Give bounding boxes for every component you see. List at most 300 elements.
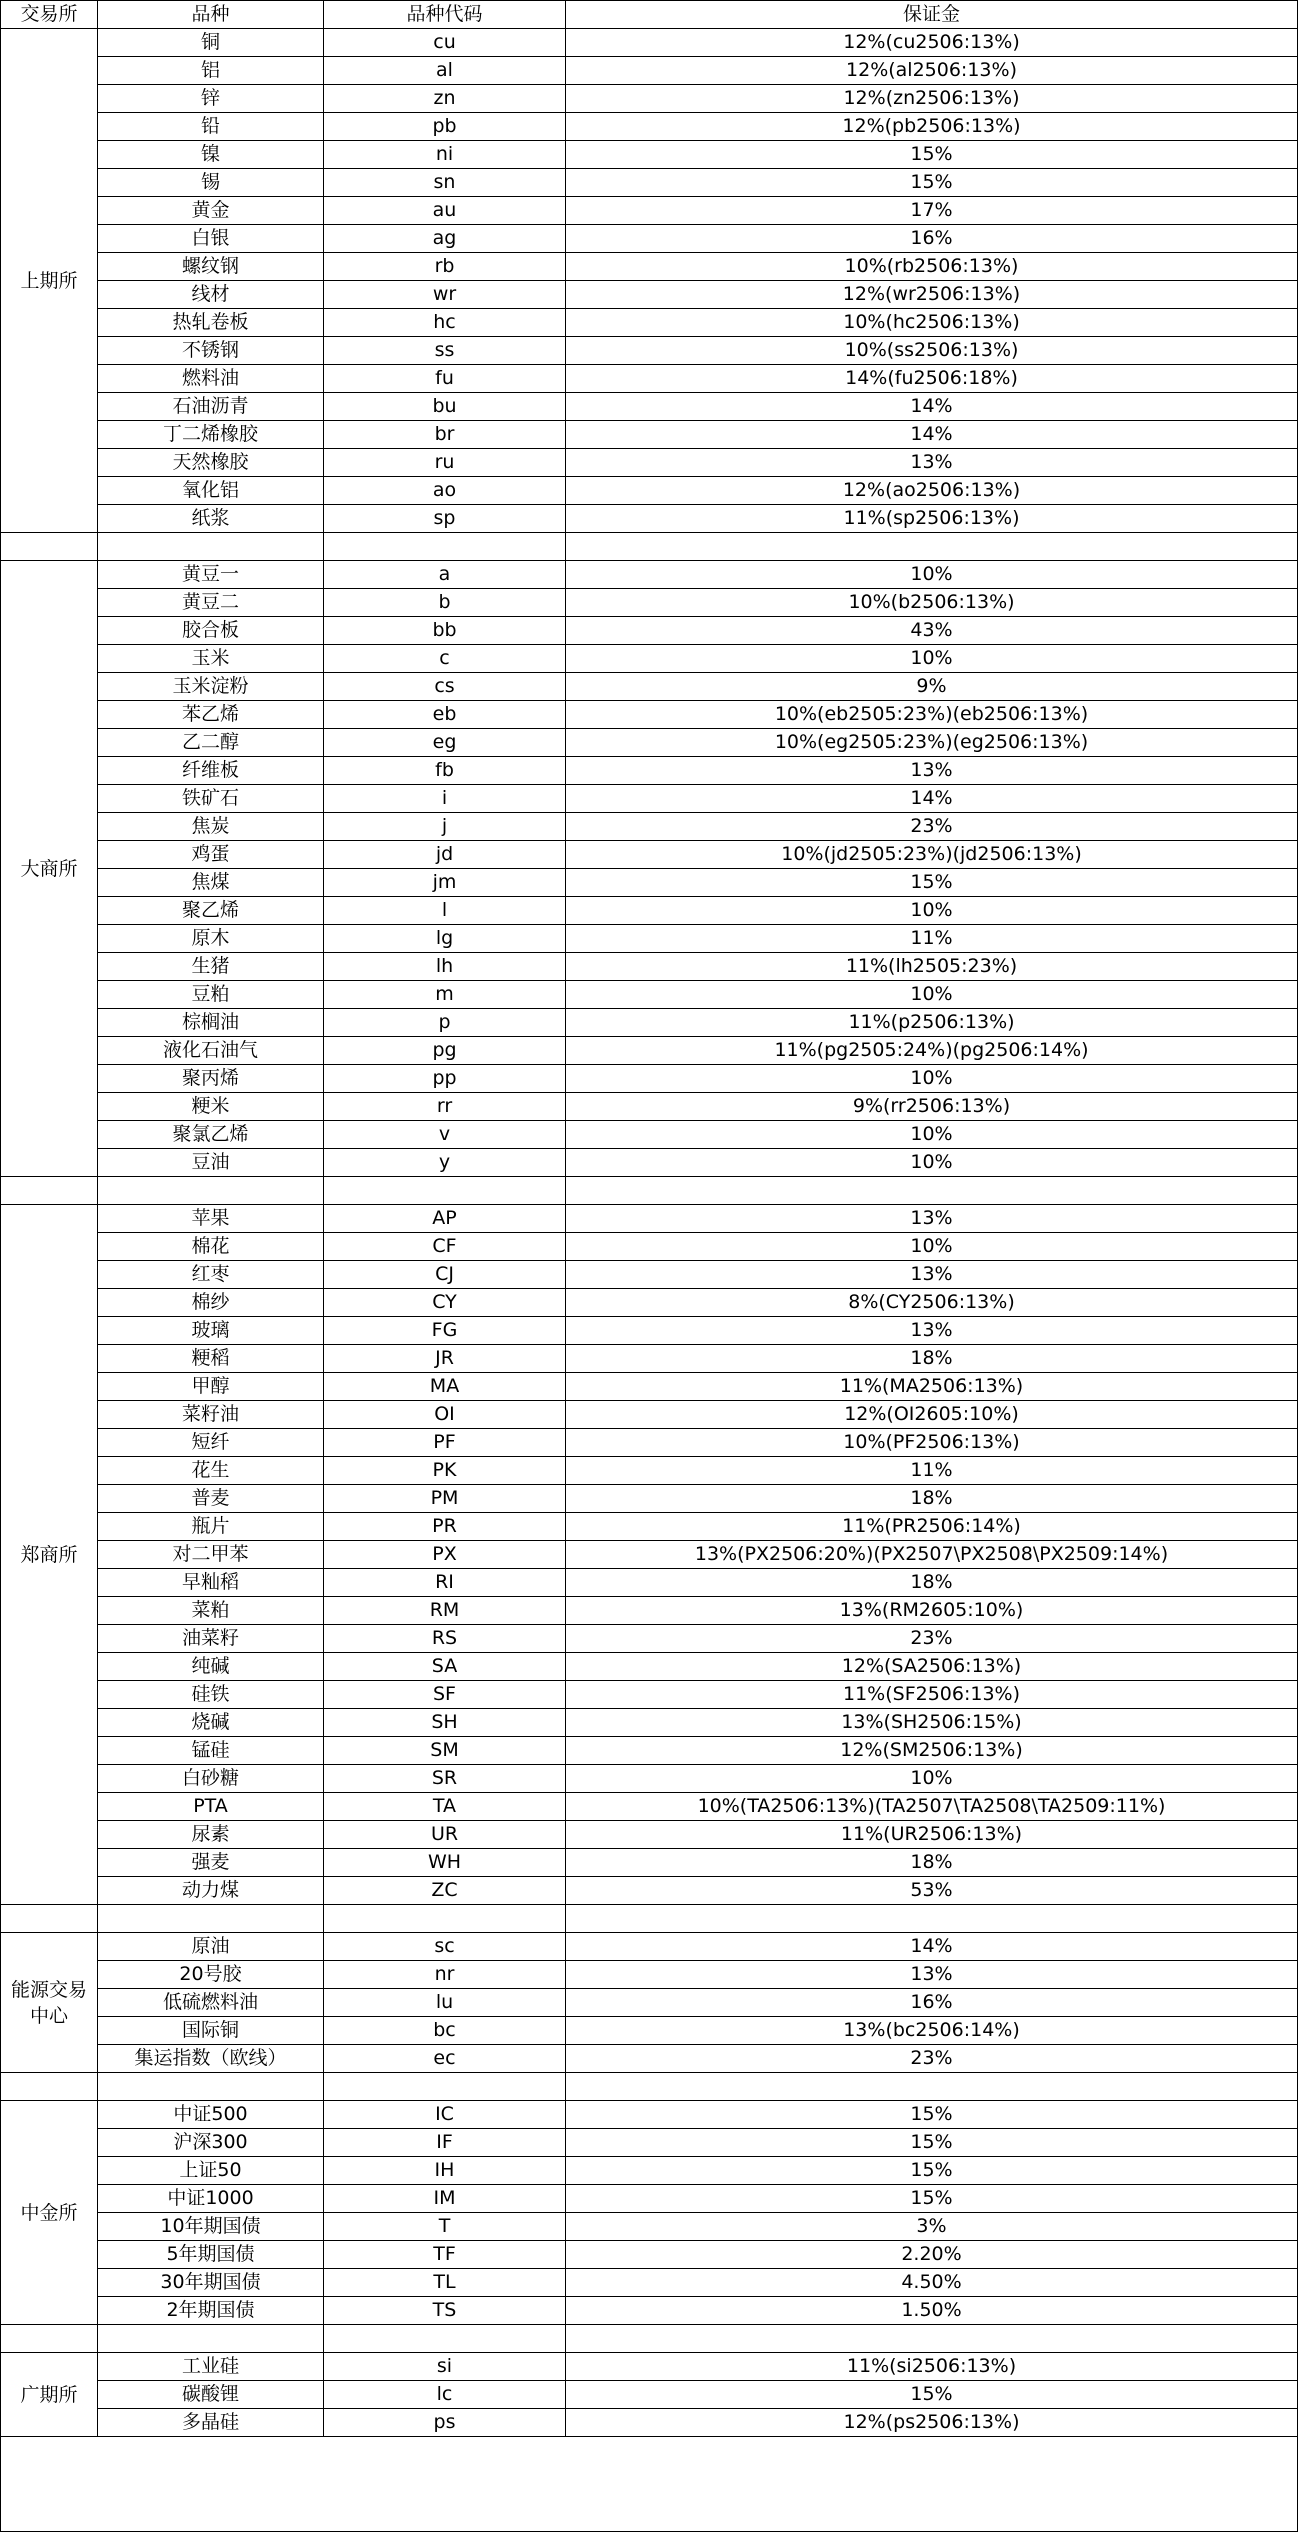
product-name-cell[interactable]: 5年期国债 [98,2241,324,2269]
product-code-cell[interactable]: jm [324,869,566,897]
margin-cell[interactable]: 16% [566,1989,1298,2017]
product-name-cell[interactable]: 沪深300 [98,2129,324,2157]
product-name-cell[interactable]: 硅铁 [98,1681,324,1709]
product-code-cell[interactable]: rr [324,1093,566,1121]
product-name-cell[interactable]: 玉米淀粉 [98,673,324,701]
product-name-cell[interactable]: 棉花 [98,1233,324,1261]
product-code-cell[interactable]: p [324,1009,566,1037]
product-code-cell[interactable]: sc [324,1933,566,1961]
margin-cell[interactable]: 13% [566,1205,1298,1233]
margin-cell[interactable]: 14% [566,421,1298,449]
margin-cell[interactable]: 10%(jd2505:23%)(jd2506:13%) [566,841,1298,869]
product-name-cell[interactable]: 10年期国债 [98,2213,324,2241]
product-name-cell[interactable]: 纸浆 [98,505,324,533]
product-code-cell[interactable]: pg [324,1037,566,1065]
table-row [1,1149,1298,1177]
product-name-cell[interactable]: 集运指数（欧线） [98,2045,324,2073]
product-code-cell[interactable]: b [324,589,566,617]
margin-cell[interactable]: 13%(RM2605:10%) [566,1597,1298,1625]
product-code-cell[interactable]: hc [324,309,566,337]
exchange-cell[interactable]: 广期所 [1,2353,98,2437]
margin-cell[interactable]: 4.50% [566,2269,1298,2297]
empty-cell[interactable] [1,1177,98,1205]
product-name-cell[interactable]: PTA [98,1793,324,1821]
product-code-cell[interactable]: fb [324,757,566,785]
product-name-cell[interactable]: 油菜籽 [98,1625,324,1653]
product-code-cell[interactable]: j [324,813,566,841]
product-code-cell[interactable]: bb [324,617,566,645]
empty-cell[interactable] [566,1177,1298,1205]
margin-cell[interactable]: 14%(fu2506:18%) [566,365,1298,393]
product-name-cell[interactable]: 早籼稻 [98,1569,324,1597]
table-row [1,785,1298,813]
margin-cell[interactable]: 10%(eb2505:23%)(eb2506:13%) [566,701,1298,729]
table-row [1,2269,1298,2297]
product-code-cell[interactable]: i [324,785,566,813]
margin-cell[interactable]: 12%(ao2506:13%) [566,477,1298,505]
margin-cell[interactable]: 10%(TA2506:13%)(TA2507\TA2508\TA2509:11%) [566,1793,1298,1821]
exchange-cell[interactable]: 中金所 [1,2101,98,2325]
product-name-cell[interactable]: 粳稻 [98,1345,324,1373]
table-row [1,925,1298,953]
product-name-cell[interactable]: 铅 [98,113,324,141]
product-name-cell[interactable]: 国际铜 [98,2017,324,2045]
product-code-cell[interactable]: lg [324,925,566,953]
empty-cell[interactable] [98,2325,324,2353]
product-name-cell[interactable]: 豆油 [98,1149,324,1177]
product-code-cell[interactable]: PK [324,1457,566,1485]
product-name-cell[interactable]: 锌 [98,85,324,113]
product-name-cell[interactable]: 菜粕 [98,1597,324,1625]
product-name-cell[interactable]: 低硫燃料油 [98,1989,324,2017]
margin-cell[interactable]: 23% [566,2045,1298,2073]
product-code-cell[interactable]: v [324,1121,566,1149]
margin-cell[interactable]: 10% [566,1121,1298,1149]
product-code-cell[interactable]: al [324,57,566,85]
exchange-cell[interactable]: 郑商所 [1,1205,98,1905]
product-name-cell[interactable]: 甲醇 [98,1373,324,1401]
product-code-cell[interactable]: FG [324,1317,566,1345]
product-name-cell[interactable]: 烧碱 [98,1709,324,1737]
table-row [1,673,1298,701]
product-code-cell[interactable]: SR [324,1765,566,1793]
table-row [1,1065,1298,1093]
product-code-cell[interactable]: c [324,645,566,673]
product-name-cell[interactable]: 普麦 [98,1485,324,1513]
margin-cell[interactable]: 11%(MA2506:13%) [566,1373,1298,1401]
margin-cell[interactable]: 43% [566,617,1298,645]
product-name-cell[interactable]: 不锈钢 [98,337,324,365]
table-row [1,2241,1298,2269]
table-row [1,1429,1298,1457]
margin-cell[interactable]: 9% [566,673,1298,701]
product-name-cell[interactable]: 螺纹钢 [98,253,324,281]
product-code-cell[interactable]: si [324,2353,566,2381]
product-code-cell[interactable]: SM [324,1737,566,1765]
product-name-cell[interactable]: 玉米 [98,645,324,673]
table-row [1,1569,1298,1597]
margin-cell[interactable]: 15% [566,2381,1298,2409]
product-code-cell[interactable]: ru [324,449,566,477]
product-code-cell[interactable]: m [324,981,566,1009]
margin-cell[interactable]: 10% [566,981,1298,1009]
product-name-cell[interactable]: 菜籽油 [98,1401,324,1429]
product-name-cell[interactable]: 30年期国债 [98,2269,324,2297]
product-name-cell[interactable]: 工业硅 [98,2353,324,2381]
product-name-cell[interactable]: 铁矿石 [98,785,324,813]
product-code-cell[interactable]: TA [324,1793,566,1821]
product-name-cell[interactable]: 白砂糖 [98,1765,324,1793]
product-name-cell[interactable]: 聚乙烯 [98,897,324,925]
table-row [1,1597,1298,1625]
spacer-row [1,533,1298,561]
product-code-cell[interactable]: wr [324,281,566,309]
product-code-cell[interactable]: UR [324,1821,566,1849]
product-code-cell[interactable]: T [324,2213,566,2241]
product-code-cell[interactable]: ZC [324,1877,566,1905]
header-row [1,1,1298,29]
margin-cell[interactable]: 16% [566,225,1298,253]
product-code-cell[interactable]: sp [324,505,566,533]
empty-cell[interactable] [566,533,1298,561]
product-code-cell[interactable]: ao [324,477,566,505]
product-code-cell[interactable]: l [324,897,566,925]
empty-cell[interactable] [324,2073,566,2101]
product-code-cell[interactable]: SA [324,1653,566,1681]
product-code-cell[interactable]: pp [324,1065,566,1093]
product-code-cell[interactable]: CF [324,1233,566,1261]
product-code-cell[interactable]: CJ [324,1261,566,1289]
margin-cell[interactable]: 15% [566,869,1298,897]
margin-cell[interactable]: 8%(CY2506:13%) [566,1289,1298,1317]
product-name-cell[interactable]: 鸡蛋 [98,841,324,869]
product-code-cell[interactable]: PR [324,1513,566,1541]
empty-cell[interactable] [566,2325,1298,2353]
product-code-cell[interactable]: RS [324,1625,566,1653]
product-name-cell[interactable]: 原木 [98,925,324,953]
product-code-cell[interactable]: au [324,197,566,225]
product-code-cell[interactable]: PM [324,1485,566,1513]
table-row [1,421,1298,449]
margin-cell[interactable]: 15% [566,141,1298,169]
product-name-cell[interactable]: 锰硅 [98,1737,324,1765]
product-code-cell[interactable]: IM [324,2185,566,2213]
product-name-cell[interactable]: 苹果 [98,1205,324,1233]
product-code-cell[interactable]: bu [324,393,566,421]
empty-cell[interactable] [1,533,98,561]
product-name-cell[interactable]: 锡 [98,169,324,197]
product-code-cell[interactable]: ec [324,2045,566,2073]
empty-cell[interactable] [566,2073,1298,2101]
empty-cell[interactable] [98,1905,324,1933]
product-name-cell[interactable]: 纤维板 [98,757,324,785]
margin-cell[interactable]: 2.20% [566,2241,1298,2269]
margin-cell[interactable]: 53% [566,1877,1298,1905]
margin-cell[interactable]: 10% [566,1065,1298,1093]
product-code-cell[interactable]: ni [324,141,566,169]
margin-cell[interactable]: 11% [566,1457,1298,1485]
margin-cell[interactable]: 10% [566,1765,1298,1793]
margin-cell[interactable]: 11%(p2506:13%) [566,1009,1298,1037]
product-code-cell[interactable]: ag [324,225,566,253]
margin-cell[interactable]: 11%(PR2506:14%) [566,1513,1298,1541]
product-code-cell[interactable]: IF [324,2129,566,2157]
product-name-cell[interactable]: 燃料油 [98,365,324,393]
empty-cell[interactable] [324,1905,566,1933]
product-name-cell[interactable]: 液化石油气 [98,1037,324,1065]
product-code-cell[interactable]: bc [324,2017,566,2045]
margin-cell[interactable]: 13%(SH2506:15%) [566,1709,1298,1737]
empty-cell[interactable] [1,2325,98,2353]
product-name-cell[interactable]: 对二甲苯 [98,1541,324,1569]
margin-cell[interactable]: 10% [566,645,1298,673]
empty-cell[interactable] [324,2325,566,2353]
margin-cell[interactable]: 10% [566,1233,1298,1261]
product-code-cell[interactable]: PF [324,1429,566,1457]
product-code-cell[interactable]: eb [324,701,566,729]
product-name-cell[interactable]: 尿素 [98,1821,324,1849]
margin-cell[interactable]: 10%(b2506:13%) [566,589,1298,617]
header-product[interactable]: 品种 [98,1,324,29]
product-name-cell[interactable]: 瓶片 [98,1513,324,1541]
product-name-cell[interactable]: 动力煤 [98,1877,324,1905]
margin-cell[interactable]: 23% [566,813,1298,841]
margin-cell[interactable]: 10%(ss2506:13%) [566,337,1298,365]
product-name-cell[interactable]: 玻璃 [98,1317,324,1345]
product-code-cell[interactable]: y [324,1149,566,1177]
exchange-cell[interactable]: 上期所 [1,29,98,533]
margin-cell[interactable]: 11%(pg2505:24%)(pg2506:14%) [566,1037,1298,1065]
product-code-cell[interactable]: OI [324,1401,566,1429]
margin-cell[interactable]: 12%(zn2506:13%) [566,85,1298,113]
product-code-cell[interactable]: lu [324,1989,566,2017]
product-name-cell[interactable]: 上证50 [98,2157,324,2185]
product-name-cell[interactable]: 20号胶 [98,1961,324,1989]
product-name-cell[interactable]: 乙二醇 [98,729,324,757]
margin-cell[interactable]: 15% [566,2157,1298,2185]
margin-cell[interactable]: 14% [566,393,1298,421]
product-code-cell[interactable]: SF [324,1681,566,1709]
margin-cell[interactable]: 12%(pb2506:13%) [566,113,1298,141]
product-name-cell[interactable]: 花生 [98,1457,324,1485]
product-code-cell[interactable]: TF [324,2241,566,2269]
product-name-cell[interactable]: 苯乙烯 [98,701,324,729]
product-name-cell[interactable]: 黄金 [98,197,324,225]
margin-cell[interactable]: 14% [566,1933,1298,1961]
margin-cell[interactable]: 15% [566,2185,1298,2213]
product-code-cell[interactable]: sn [324,169,566,197]
product-name-cell[interactable]: 天然橡胶 [98,449,324,477]
table-row [1,645,1298,673]
margin-cell[interactable]: 15% [566,2129,1298,2157]
margin-cell[interactable]: 13% [566,1317,1298,1345]
margin-cell[interactable]: 18% [566,1485,1298,1513]
product-code-cell[interactable]: RI [324,1569,566,1597]
margin-cell[interactable]: 18% [566,1569,1298,1597]
product-name-cell[interactable]: 聚丙烯 [98,1065,324,1093]
product-code-cell[interactable]: cu [324,29,566,57]
margin-cell[interactable]: 12%(SA2506:13%) [566,1653,1298,1681]
table-row [1,1373,1298,1401]
margin-cell[interactable]: 11% [566,925,1298,953]
product-name-cell[interactable]: 豆粕 [98,981,324,1009]
product-name-cell[interactable]: 铝 [98,57,324,85]
margin-cell[interactable]: 10%(PF2506:13%) [566,1429,1298,1457]
product-code-cell[interactable]: a [324,561,566,589]
margin-cell[interactable]: 12%(al2506:13%) [566,57,1298,85]
margin-cell[interactable]: 15% [566,2101,1298,2129]
product-code-cell[interactable]: cs [324,673,566,701]
margin-cell[interactable]: 9%(rr2506:13%) [566,1093,1298,1121]
product-name-cell[interactable]: 焦炭 [98,813,324,841]
product-code-cell[interactable]: AP [324,1205,566,1233]
product-code-cell[interactable]: TS [324,2297,566,2325]
margin-cell[interactable]: 13% [566,1961,1298,1989]
product-code-cell[interactable]: nr [324,1961,566,1989]
product-name-cell[interactable]: 焦煤 [98,869,324,897]
margin-cell[interactable]: 11%(UR2506:13%) [566,1821,1298,1849]
trailing-blank-row [1,2437,1298,2532]
margin-cell[interactable]: 13%(bc2506:14%) [566,2017,1298,2045]
empty-cell[interactable] [1,1905,98,1933]
product-name-cell[interactable]: 粳米 [98,1093,324,1121]
empty-cell[interactable] [566,1905,1298,1933]
margin-cell[interactable]: 10%(eg2505:23%)(eg2506:13%) [566,729,1298,757]
product-name-cell[interactable]: 黄豆二 [98,589,324,617]
margin-cell[interactable]: 11%(sp2506:13%) [566,505,1298,533]
table-row [1,393,1298,421]
product-name-cell[interactable]: 多晶硅 [98,2409,324,2437]
margin-cell[interactable]: 12%(SM2506:13%) [566,1737,1298,1765]
header-exchange[interactable]: 交易所 [1,1,98,29]
product-code-cell[interactable]: MA [324,1373,566,1401]
margin-cell[interactable]: 1.50% [566,2297,1298,2325]
table-row [1,2353,1298,2381]
product-code-cell[interactable]: pb [324,113,566,141]
product-code-cell[interactable]: rb [324,253,566,281]
product-name-cell[interactable]: 镍 [98,141,324,169]
margin-cell[interactable]: 13% [566,1261,1298,1289]
margin-cell[interactable]: 18% [566,1849,1298,1877]
product-code-cell[interactable]: ss [324,337,566,365]
product-name-cell[interactable]: 纯碱 [98,1653,324,1681]
margin-cell[interactable]: 18% [566,1345,1298,1373]
product-name-cell[interactable]: 黄豆一 [98,561,324,589]
product-code-cell[interactable]: lc [324,2381,566,2409]
table-row [1,981,1298,1009]
margin-cell[interactable]: 12%(wr2506:13%) [566,281,1298,309]
product-code-cell[interactable]: lh [324,953,566,981]
margin-cell[interactable]: 11%(SF2506:13%) [566,1681,1298,1709]
product-name-cell[interactable]: 中证500 [98,2101,324,2129]
table-row [1,141,1298,169]
margin-cell[interactable]: 12%(ps2506:13%) [566,2409,1298,2437]
product-code-cell[interactable]: WH [324,1849,566,1877]
product-code-cell[interactable]: zn [324,85,566,113]
product-code-cell[interactable]: br [324,421,566,449]
product-name-cell[interactable]: 棉纱 [98,1289,324,1317]
margin-cell[interactable]: 13%(PX2506:20%)(PX2507\PX2508\PX2509:14%) [566,1541,1298,1569]
exchange-cell[interactable]: 能源交易中心 [1,1933,98,2073]
header-margin[interactable]: 保证金 [566,1,1298,29]
margin-cell[interactable]: 15% [566,169,1298,197]
product-code-cell[interactable]: TL [324,2269,566,2297]
product-name-cell[interactable]: 碳酸锂 [98,2381,324,2409]
table-row [1,841,1298,869]
empty-cell[interactable] [98,2073,324,2101]
product-code-cell[interactable]: fu [324,365,566,393]
table-row [1,701,1298,729]
header-code[interactable]: 品种代码 [324,1,566,29]
empty-cell[interactable] [324,1177,566,1205]
product-code-cell[interactable]: IC [324,2101,566,2129]
product-name-cell[interactable]: 短纤 [98,1429,324,1457]
product-name-cell[interactable]: 聚氯乙烯 [98,1121,324,1149]
product-code-cell[interactable]: RM [324,1597,566,1625]
margin-cell[interactable]: 14% [566,785,1298,813]
table-row [1,1849,1298,1877]
margin-cell[interactable]: 10%(hc2506:13%) [566,309,1298,337]
product-name-cell[interactable]: 红枣 [98,1261,324,1289]
margin-cell[interactable]: 13% [566,449,1298,477]
product-code-cell[interactable]: SH [324,1709,566,1737]
product-name-cell[interactable]: 线材 [98,281,324,309]
blank-area [1,2437,1298,2532]
exchange-cell[interactable]: 大商所 [1,561,98,1177]
margin-cell[interactable]: 10% [566,897,1298,925]
margin-cell[interactable]: 10%(rb2506:13%) [566,253,1298,281]
empty-cell[interactable] [1,2073,98,2101]
product-name-cell[interactable]: 白银 [98,225,324,253]
product-name-cell[interactable]: 热轧卷板 [98,309,324,337]
product-name-cell[interactable]: 棕榈油 [98,1009,324,1037]
product-name-cell[interactable]: 石油沥青 [98,393,324,421]
margin-cell[interactable]: 11%(lh2505:23%) [566,953,1298,981]
product-name-cell[interactable]: 铜 [98,29,324,57]
product-name-cell[interactable]: 中证1000 [98,2185,324,2213]
product-code-cell[interactable]: JR [324,1345,566,1373]
table-row [1,29,1298,57]
margin-cell[interactable]: 23% [566,1625,1298,1653]
empty-cell[interactable] [324,533,566,561]
table-row [1,1093,1298,1121]
product-name-cell[interactable]: 2年期国债 [98,2297,324,2325]
margin-cell[interactable]: 10% [566,1149,1298,1177]
product-name-cell[interactable]: 丁二烯橡胶 [98,421,324,449]
table-row [1,1821,1298,1849]
product-name-cell[interactable]: 原油 [98,1933,324,1961]
product-code-cell[interactable]: IH [324,2157,566,2185]
empty-cell[interactable] [98,1177,324,1205]
product-code-cell[interactable]: PX [324,1541,566,1569]
product-code-cell[interactable]: jd [324,841,566,869]
product-name-cell[interactable]: 生猪 [98,953,324,981]
margin-cell[interactable]: 10% [566,561,1298,589]
margin-cell[interactable]: 13% [566,757,1298,785]
margin-cell[interactable]: 17% [566,197,1298,225]
empty-cell[interactable] [98,533,324,561]
margin-cell[interactable]: 11%(si2506:13%) [566,2353,1298,2381]
product-code-cell[interactable]: ps [324,2409,566,2437]
margin-cell[interactable]: 12%(cu2506:13%) [566,29,1298,57]
product-name-cell[interactable]: 氧化铝 [98,477,324,505]
product-code-cell[interactable]: CY [324,1289,566,1317]
margin-cell[interactable]: 3% [566,2213,1298,2241]
margin-cell[interactable]: 12%(OI2605:10%) [566,1401,1298,1429]
product-name-cell[interactable]: 强麦 [98,1849,324,1877]
product-code-cell[interactable]: eg [324,729,566,757]
product-name-cell[interactable]: 胶合板 [98,617,324,645]
